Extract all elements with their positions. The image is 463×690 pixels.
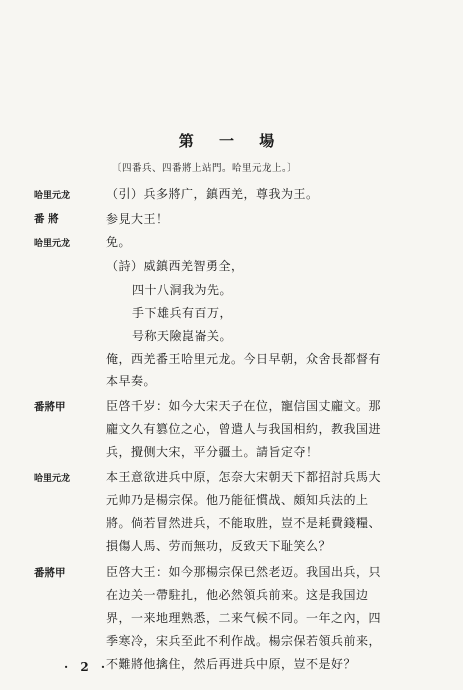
dialogue-line: （引）兵多將广，鎮西羌，尊我为王。 <box>106 187 319 201</box>
dialogue-line: 龐文久有篡位之心，曾遣人与我国相約，教我国进 <box>106 422 382 436</box>
poem-line: （詩）威鎮西羌智勇全， <box>106 259 244 273</box>
page-number: · 2 · <box>64 660 110 674</box>
dialogue-line: 季寒冷，宋兵至此不利作战。楊宗保若領兵前来， <box>106 634 382 648</box>
poem-line: 号称天險崑崙关。 <box>132 329 233 343</box>
dialogue-line: 本早奏。 <box>106 374 157 388</box>
dialogue-line: 本王意欲进兵中原，怎奈大宋朝天下都招討兵馬大 <box>106 470 382 484</box>
dialogue-line: 臣啓大王：如今那楊宗保已然老迈。我国出兵，只 <box>106 565 382 579</box>
speaker-name: 哈里元龙 <box>34 239 71 249</box>
dialogue-line: 損傷人馬、劳而無功，反致天下耻笑么？ <box>106 539 332 553</box>
dialogue-line: 臣啓千岁：如今大宋天子在位，寵信国丈龐文。那 <box>106 399 382 413</box>
dialogue-line: 將。倘若冒然进兵，不能取胜，豈不是耗費錢糧、 <box>106 516 382 530</box>
poem-line: 手下雄兵有百万， <box>132 306 233 320</box>
dialogue-line: 免。 <box>106 235 132 249</box>
scene-title: 第 一 場 <box>178 132 285 150</box>
dialogue-line: 元帅乃是楊宗保。他乃能征慣战、頗知兵法的上 <box>106 493 369 507</box>
dialogue-line: 参見大王！ <box>106 212 169 226</box>
speaker-name: 哈里元龙 <box>34 191 71 201</box>
speaker-name: 番將甲 <box>34 567 66 579</box>
speaker-name: 番將甲 <box>34 401 66 413</box>
dialogue-line: 在边关一帶駐扎，他必然領兵前来。这是我国边 <box>106 588 369 602</box>
speaker-name: 番 將 <box>34 213 59 225</box>
dialogue-line: 界，一来地理熟悉，二来气候不同。一年之內，四 <box>106 611 382 625</box>
poem-line: 四十八洞我为先。 <box>132 283 233 297</box>
dialogue-line: 不難將他擒住，然后再进兵中原，豈不是好？ <box>106 657 357 671</box>
stage-direction: 〔四番兵、四番將上站門。哈里元龙上。〕 <box>112 163 298 174</box>
dialogue-line: 俺，西羌番王哈里元龙。今日早朝，众舍長都督有 <box>106 352 382 366</box>
dialogue-line: 兵，攪侧大宋，平分疆土。請旨定夺！ <box>106 445 319 459</box>
speaker-name: 哈里元龙 <box>34 474 71 484</box>
